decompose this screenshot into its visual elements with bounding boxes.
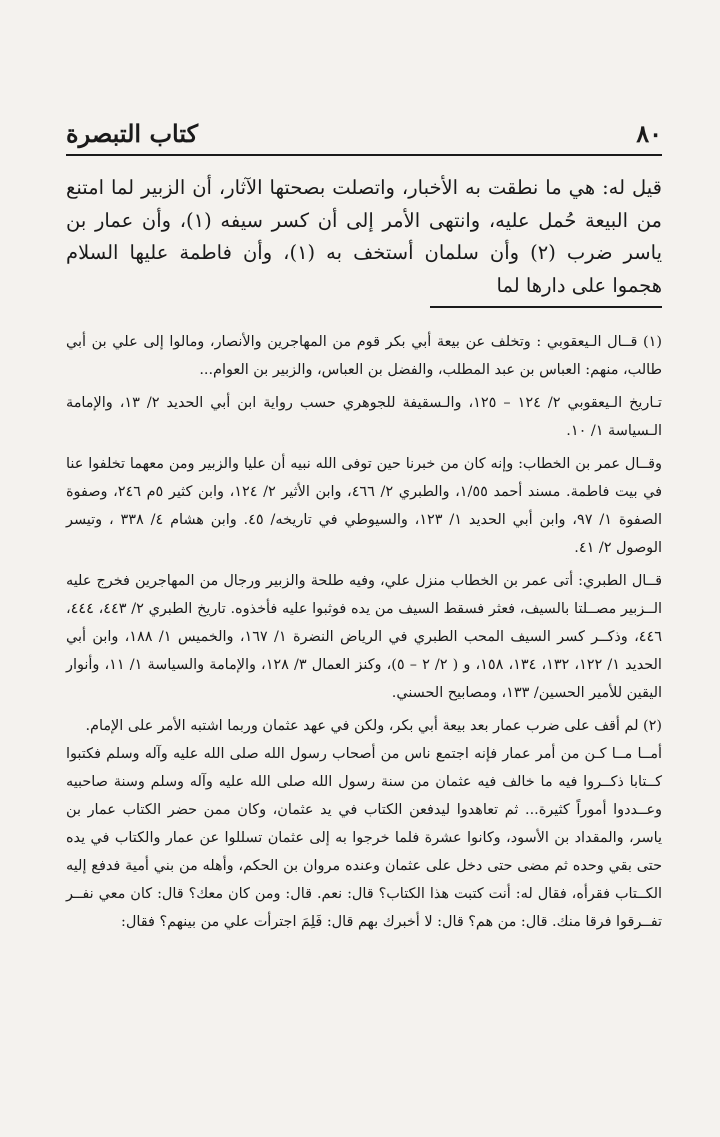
footnote-2-intro: (٢) لم أقف على ضرب عمار بعد بيعة أبي بكر، ولكن في عهد عثمان وربما اشتبه الأمر على الإمام. — [85, 718, 662, 734]
footnotes — [66, 328, 662, 941]
main-paragraph: قيل له: هي ما نطقت به الأخبار، واتصلت بصحتها الآثار، أن الزبير لما امتنع من البيعة حُمل عليه، وانتهى الأمر إلى أن كسر سيفه (١)، وأن عمار بن ياسر ضرب (٢) وأن سلمان أستخف به (١)، وأن فاطمة عليها السلام هجموا على دارها لما — [66, 176, 662, 297]
footnote-1-umar: وقــال عمر بن الخطاب: وإنه كان من خبرنا حين توفى الله نبيه أن عليا والزبير ومن معهما تخلفوا عنا في بيت فاطمة. مسند أحمد ١/٥٥، والطبري ٢/ ٤٦٦، وابن الأثير ٢/ ١٢٤، وابن كثير ٥م ٢٤٦، وصفوة الصفوة ١/ ٩٧، وابن أبي الحديد ١/ ١٢٣، والسيوطي في تاريخه/ ٤٥. وابن هشام ٤/ ٣٣٨ ، وتيسر الوصول ٢/ ٤١. — [66, 456, 662, 556]
page-number: ٨٠ — [636, 119, 662, 148]
footnote-1-sources: تـاريخ الـيعقوبي ٢/ ١٢٤ – ١٢٥، والـسقيفة للجوهري حسب رواية ابن أبي الحديد ٢/ ١٣، والإمامة الـسياسة ١/ ١٠. — [66, 395, 662, 439]
page-header — [66, 118, 662, 156]
running-title: كتاب التبصرة — [66, 119, 199, 148]
footnote-separator — [430, 306, 662, 308]
footnote-1-intro: (١) قــال الـيعقوبي : وتخلف عن بيعة أبي بكر قوم من المهاجرين والأنصار، ومالوا إلى علي بن أبي طالب، منهم: العباس بن عبد المطلب، والفضل بن العباس، والزبير بن العوام... — [66, 334, 662, 378]
footnote-1-tabari: قــال الطبري: أتى عمر بن الخطاب منزل علي، وفيه طلحة والزبير ورجال من المهاجرين فخرج عليه الــزبير مصــلتا بالسيف، فعثر فسقط السيف من يده فوثبوا عليه فأخذوه. تاريخ الطبري ٢/ ٤٤٣، ٤٤٤، ٤٤٦، وذكــر كسر السيف المحب الطبري في الرياض النضرة ١/ ١٦٧، والخميس ١/ ١٨٨، وابن أبي الحديد ١/ ١٢٢، ١٣٢، ١٣٤، ١٥٨، و ( ٢/ ٢ – ٥)، وكنز العمال ٣/ ١٢٨، والإمامة والسياسة ١/ ١١، وأنوار اليقين للأمير الحسين/ ١٣٣، ومصابيح الحسني. — [66, 573, 662, 701]
main-text — [66, 172, 662, 302]
footnote-2-story: أمــا مــا كـن من أمر عمار فإنه اجتمع ناس من أصحاب رسول الله صلى الله عليه وآله وسلم فكتبوا كــتابا ذكــروا فيه ما خالف فيه عثمان من سنة رسول الله صلى الله عليه وآله وسلم وسنة صاحبيه وعــددوا أموراً كثيرة... ثم تعاهدوا ليدفعن الكتاب في يد عثمان، وكان ممن حضر الكتاب عمار بن ياسر، والمقداد بن الأسود، وكانوا عشرة فلما خرجوا به إلى عثمان تسللوا عن عمار والكتاب في يده حتى بقي وحده ثم مضى حتى دخل على عثمان وعنده مروان بن الحكم، وأهله من بني أمية فدفع إليه الكــتاب فقرأه، فقال له: أنت كتبت هذا الكتاب؟ قال: نعم. قال: ومن كان معك؟ قال: كان معي نفــر تفــرقوا فرقا منك. قال: من هم؟ قال: لا أخبرك بهم قال: فَلِمَ اجترأت علي من بينهم؟ فقال: — [66, 746, 662, 930]
